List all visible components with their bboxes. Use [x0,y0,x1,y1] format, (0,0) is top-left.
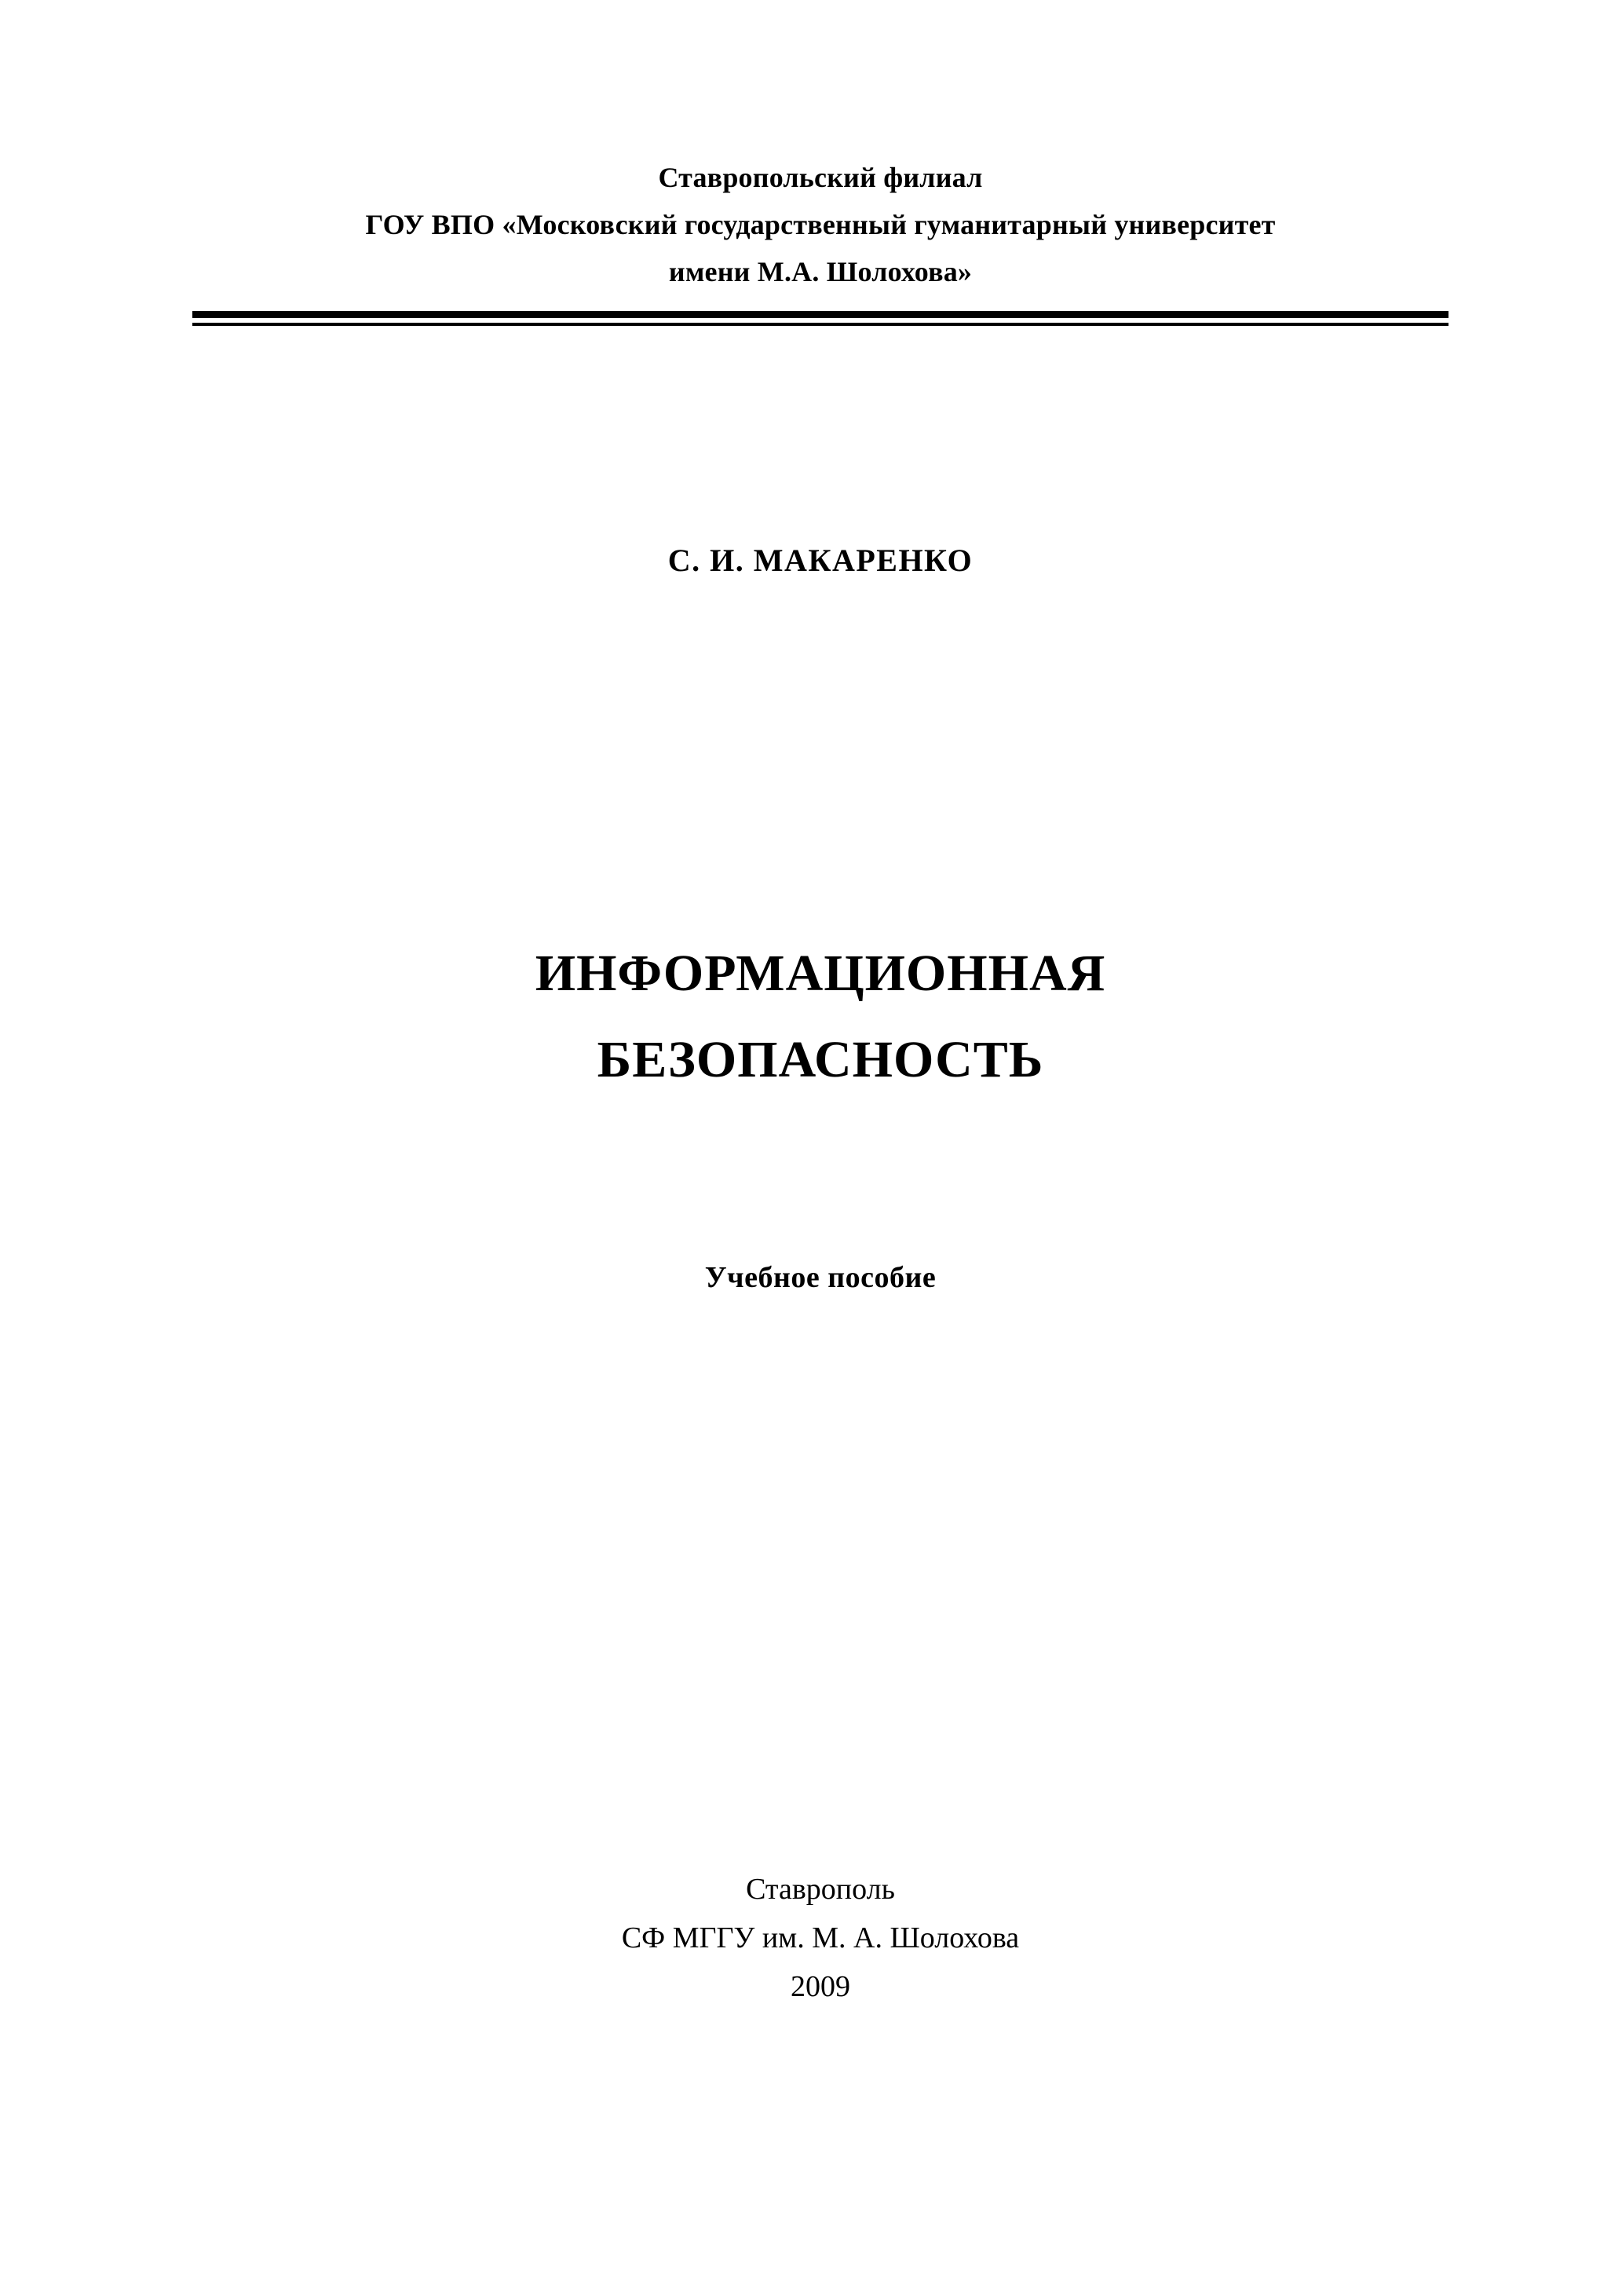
divider-rule-thin [192,323,1448,326]
page-title [188,930,1452,1103]
institution-header [188,154,1452,295]
institution-line-1: Ставропольский филиал [658,162,983,193]
title-line-2: БЕЗОПАСНОСТЬ [597,1031,1044,1088]
institution-line-2: ГОУ ВПО «Московский государственный гуманитарный университет [365,209,1276,240]
imprint-city: Ставрополь [746,1873,895,1906]
header-divider [192,311,1448,326]
page-content [188,0,1452,2296]
divider-rule-thick [192,311,1448,318]
document-subtitle: Учебное пособие [704,1261,937,1294]
author-name: С. И. МАКАРЕНКО [667,543,974,578]
imprint-year: 2009 [791,1970,850,2003]
title-line-1: ИНФОРМАЦИОННАЯ [535,945,1106,1002]
institution-line-3: имени М.А. Шолохова» [668,256,973,287]
imprint-publisher: СФ МГГУ им. М. А. Шолохова [621,1921,1020,1954]
imprint-block [188,1865,1452,2011]
